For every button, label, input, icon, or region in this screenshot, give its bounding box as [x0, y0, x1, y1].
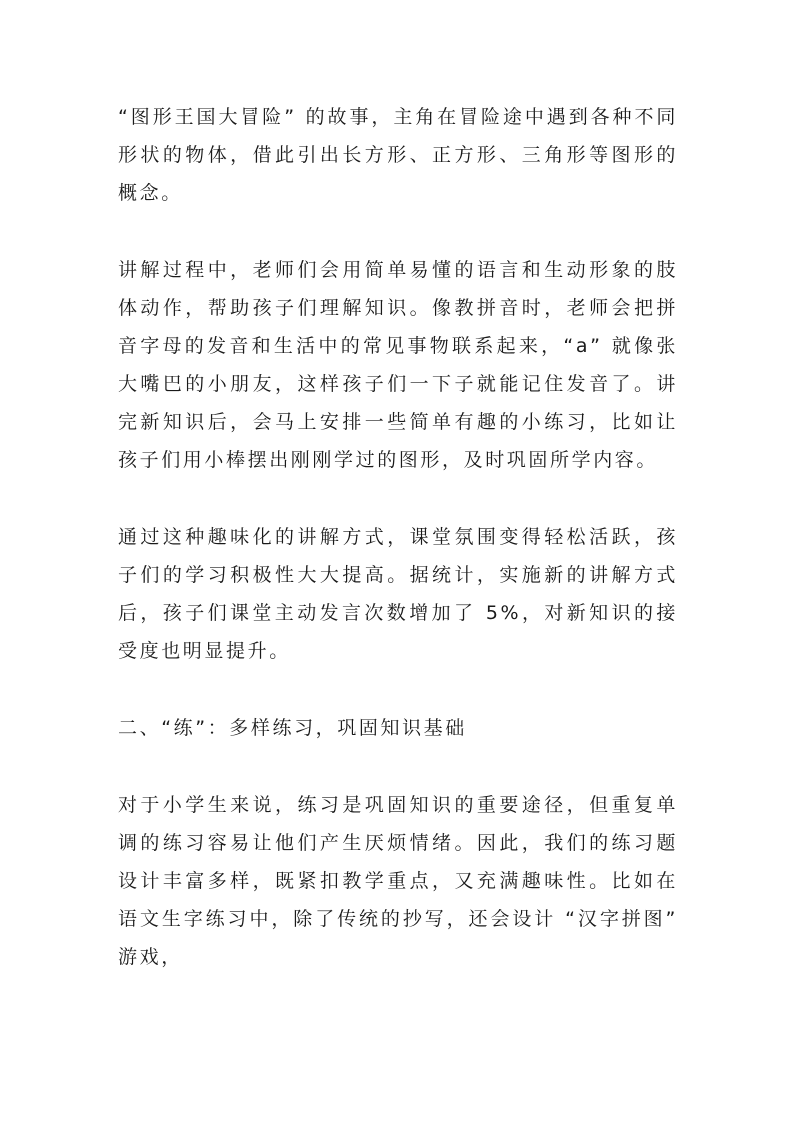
document-body: [118, 98, 678, 1015]
section-heading-practice: 二、“练”：多样练习，巩固知识基础: [118, 717, 467, 739]
paragraph-statistics: 通过这种趣味化的讲解方式，课堂氛围变得轻松活跃，孩子们的学习积极性大大提高。据统计，实施新的讲解方式后，孩子们课堂主动发言次数增加了 5%，对新知识的接受度也明显提升。: [118, 526, 678, 662]
paragraph-practice-design: 对于小学生来说，练习是巩固知识的重要途径，但重复单调的练习容易让他们产生厌烦情绪。因此，我们的练习题设计丰富多样，既紧扣教学重点，又充满趣味性。比如在语文生字练习中，除了传统的抄写，还会设计 “汉字拼图” 游戏，: [118, 794, 678, 968]
paragraph-teaching-method: 讲解过程中，老师们会用简单易懂的语言和生动形象的肢体动作，帮助孩子们理解知识。像教拼音时，老师会把拼音字母的发音和生活中的常见事物联系起来，“a” 就像张大嘴巴的小朋友，这样孩子们一下子就能记住发音了。讲完新知识后，会马上安排一些简单有趣的小练习，比如让孩子们用小棒摆出刚刚学过的图形，及时巩固所学内容。: [118, 259, 678, 471]
paragraph-story-intro: “图形王国大冒险” 的故事，主角在冒险途中遇到各种不同形状的物体，借此引出长方形、正方形、三角形等图形的概念。: [118, 106, 678, 204]
